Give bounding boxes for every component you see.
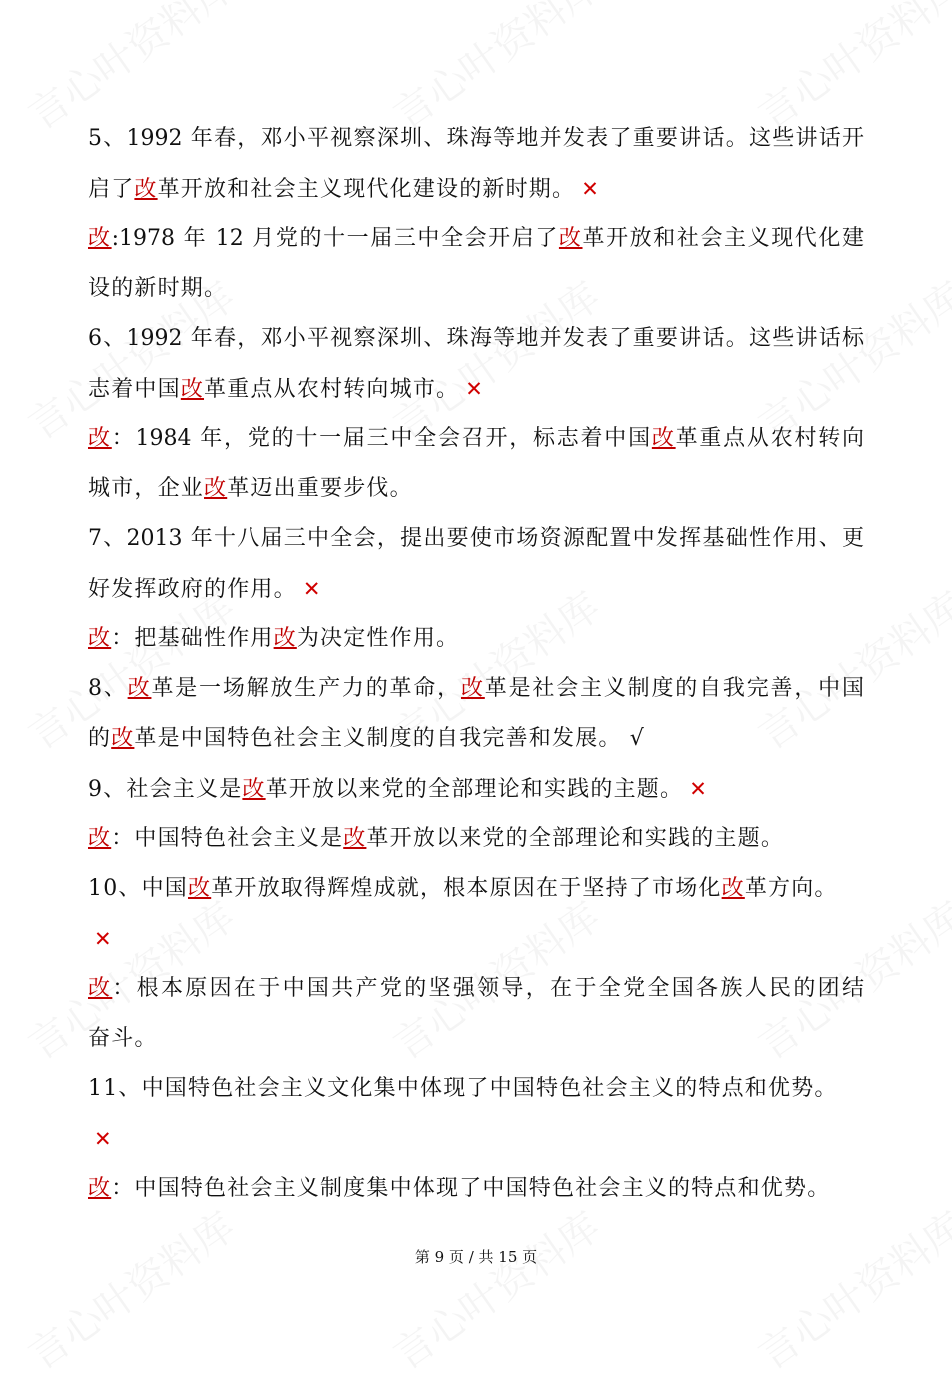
text-segment: 的	[88, 726, 112, 751]
text-line	[88, 164, 864, 214]
highlighted-keyword: 改	[88, 426, 112, 451]
highlighted-keyword: 改	[651, 426, 676, 451]
wrong-mark-icon: ✕	[465, 377, 485, 401]
text-line	[88, 264, 864, 314]
highlighted-keyword: 改	[558, 226, 583, 251]
watermark-text	[380, 1196, 609, 1380]
page-footer: 第 9 页 / 共 15 页	[414, 1248, 538, 1266]
text-segment: ：中国特色社会主义制度集中体现了中国特色社会主义的特点和优势。	[111, 1176, 831, 1201]
text-segment: 11、中国特色社会主义文化集中体现了中国特色社会主义的特点和优势。	[88, 1076, 838, 1101]
text-segment: 革开放以来党的全部理论和实践的主题。	[265, 777, 684, 802]
text-line	[88, 614, 864, 664]
text-segment: 革重点从农村转向	[675, 426, 864, 451]
text-segment: 7、2013 年十八届三中全会，提出要使市场资源配置中发挥基础性作用、更	[88, 526, 864, 551]
highlighted-keyword: 改	[180, 377, 205, 402]
text-segment: 志着中国	[88, 377, 181, 402]
text-line	[88, 114, 864, 164]
text-line	[88, 1164, 864, 1214]
highlighted-keyword: 改	[721, 876, 745, 901]
text-segment: 10、中国	[88, 876, 188, 901]
text-line	[88, 514, 864, 564]
text-line	[88, 714, 864, 764]
text-segment: 革是中国特色社会主义制度的自我完善和发展。 √	[134, 726, 646, 751]
highlighted-keyword: 改	[242, 777, 266, 802]
text-segment: 8、	[88, 676, 128, 701]
text-segment: 革是社会主义制度的自我完善，中国	[484, 676, 864, 701]
highlighted-keyword: 改	[88, 226, 112, 251]
text-segment: 城市，企业	[88, 476, 205, 501]
text-segment: 革开放和社会主义现代化建设的新时期。	[157, 177, 576, 202]
text-line	[88, 464, 864, 514]
highlighted-keyword: 改	[88, 976, 113, 1001]
text-line	[88, 214, 864, 264]
text-segment: 革是一场解放生产力的革命，	[151, 676, 461, 701]
highlighted-keyword: 改	[188, 876, 212, 901]
text-segment: 5、1992 年春，邓小平视察深圳、珠海等地并发表了重要讲话。这些讲话开	[88, 126, 864, 151]
text-line	[88, 1064, 864, 1114]
text-segment: 9、社会主义是	[88, 777, 243, 802]
text-line	[88, 564, 864, 614]
text-line	[88, 414, 864, 464]
text-line	[88, 314, 864, 364]
text-segment: ：把基础性作用	[111, 626, 274, 651]
text-line	[88, 1114, 864, 1164]
text-segment: 革方向。	[744, 876, 838, 901]
highlighted-keyword: 改	[127, 676, 152, 701]
text-segment: 革开放以来党的全部理论和实践的主题。	[366, 826, 785, 851]
watermark-text	[15, 1196, 244, 1380]
text-segment: 好发挥政府的作用。	[88, 577, 297, 602]
text-segment: 革重点从农村转向城市。	[204, 377, 460, 402]
text-segment: 革开放和社会主义现代化建	[582, 226, 864, 251]
text-line	[88, 1014, 864, 1064]
wrong-mark-icon: ✕	[581, 177, 601, 201]
wrong-mark-icon: ✕	[94, 1127, 113, 1151]
text-line	[88, 864, 864, 914]
highlighted-keyword: 改	[134, 177, 158, 202]
text-segment: 为决定性作用。	[296, 626, 460, 651]
wrong-mark-icon: ✕	[302, 577, 322, 601]
text-line	[88, 364, 864, 414]
text-segment: 奋斗。	[88, 1026, 158, 1051]
highlighted-keyword: 改	[88, 1176, 112, 1201]
wrong-mark-icon: ✕	[94, 927, 113, 951]
document-body	[88, 114, 864, 1214]
highlighted-keyword: 改	[460, 676, 485, 701]
text-segment: 设的新时期。	[88, 276, 228, 301]
highlighted-keyword: 改	[343, 826, 367, 851]
text-line	[88, 914, 864, 964]
text-segment: 革迈出重要步伐。	[227, 476, 413, 501]
highlighted-keyword: 改	[88, 626, 112, 651]
highlighted-keyword: 改	[204, 476, 228, 501]
text-line	[88, 764, 864, 814]
text-segment: 革开放取得辉煌成就，根本原因在于坚持了市场化	[211, 876, 722, 901]
text-segment: :1978 年 12 月党的十一届三中全会开启了	[111, 226, 559, 251]
text-segment: 6、1992 年春，邓小平视察深圳、珠海等地并发表了重要讲话。这些讲话标	[88, 326, 864, 351]
text-line	[88, 664, 864, 714]
highlighted-keyword: 改	[273, 626, 297, 651]
wrong-mark-icon: ✕	[689, 777, 709, 801]
text-segment: ：1984 年，党的十一届三中全会召开，标志着中国	[111, 426, 652, 451]
text-line	[88, 964, 864, 1014]
text-segment: 启了	[88, 177, 135, 202]
highlighted-keyword: 改	[88, 826, 112, 851]
text-line	[88, 814, 864, 864]
highlighted-keyword: 改	[111, 726, 135, 751]
text-segment: ：根本原因在于中国共产党的坚强领导，在于全党全国各族人民的团结	[112, 976, 864, 1001]
watermark-text	[745, 1196, 952, 1380]
text-segment: ：中国特色社会主义是	[111, 826, 344, 851]
